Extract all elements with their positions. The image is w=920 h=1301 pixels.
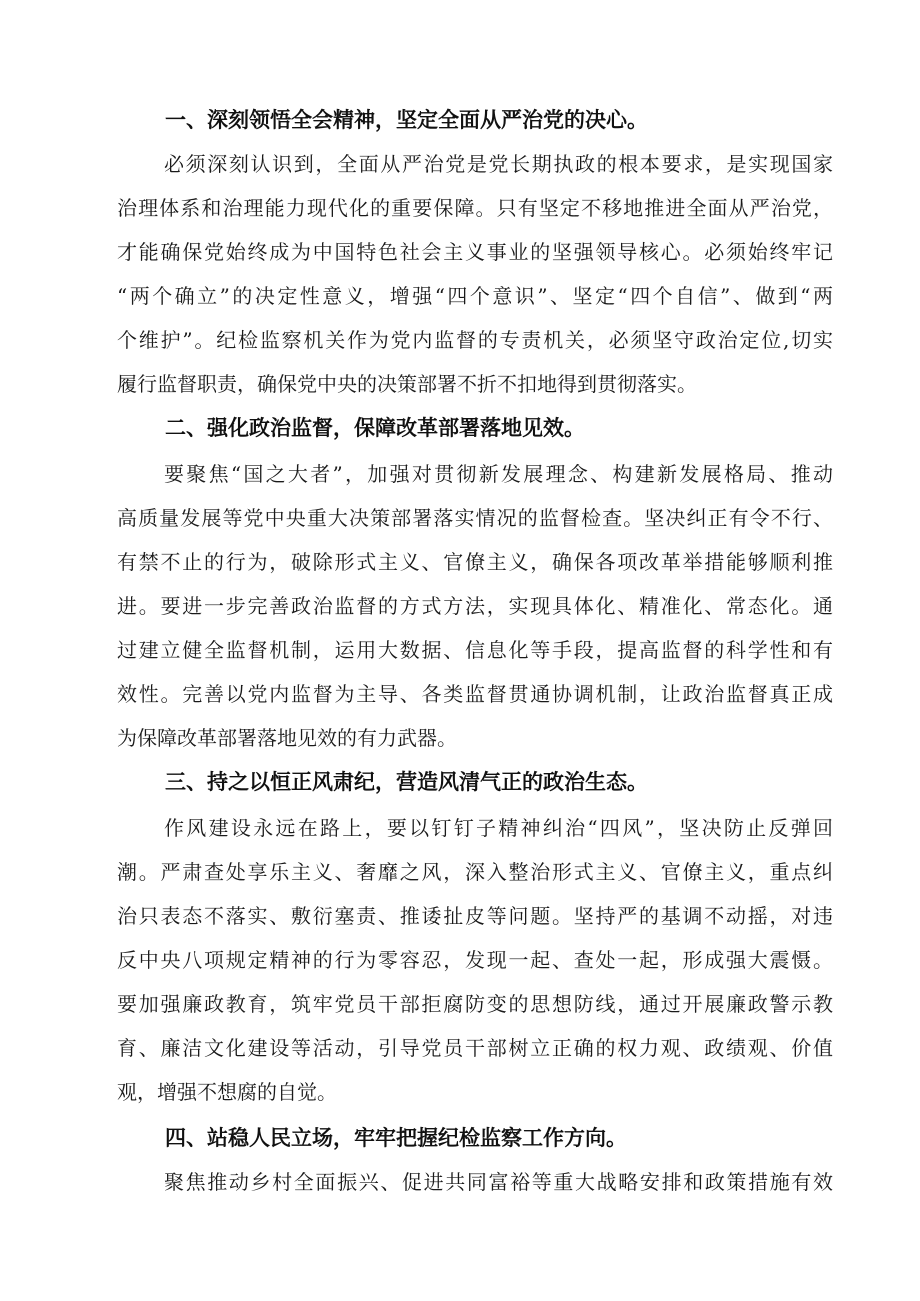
section-3-line-3: 治只表态不落实、敷衍塞责、推诿扯皮等问题。坚持严的基调不动摇，对违	[117, 904, 833, 928]
section-2-line-4: 进。要进一步完善政治监督的方式方法，实现具体化、精准化、常态化。通	[117, 594, 833, 618]
section-1-line-6: 履行监督职责，确保党中央的决策部署不折不扣地得到贯彻落实。	[117, 372, 697, 396]
section-2-line-2: 高质量发展等党中央重大决策部署落实情况的监督检查。坚决纠正有令不行、	[117, 506, 833, 530]
section-3-line-2: 潮。严肃查处享乐主义、奢靡之风，深入整治形式主义、官僚主义，重点纠	[117, 860, 833, 884]
section-2-line-3: 有禁不止的行为，破除形式主义、官僚主义，确保各项改革举措能够顺利推	[117, 550, 833, 574]
section-1-line-1: 必须深刻认识到，全面从严治党是党长期执政的根本要求，是实现国家	[164, 152, 833, 176]
section-2-line-6: 效性。完善以党内监督为主导、各类监督贯通协调机制，让政治监督真正成	[117, 682, 833, 706]
section-1-line-3: 才能确保党始终成为中国特色社会主义事业的坚强领导核心。必须始终牢记	[117, 240, 833, 264]
section-3-line-6: 育、廉洁文化建设等活动，引导党员干部树立正确的权力观、政绩观、价值	[117, 1036, 833, 1060]
section-2-heading: 二、强化政治监督，保障改革部署落地见效。	[165, 416, 585, 440]
section-2-line-1: 要聚焦“国之大者”，加强对贯彻新发展理念、构建新发展格局、推动	[164, 462, 833, 486]
section-1-line-5: 个维护”。纪检监察机关作为党内监督的专责机关，必须坚守政治定位,切实	[117, 328, 833, 352]
section-1-line-4: “两个确立”的决定性意义，增强“四个意识”、坚定“四个自信”、做到“两	[117, 284, 833, 308]
section-3-line-1: 作风建设永远在路上，要以钉钉子精神纠治“四风”，坚决防止反弹回	[164, 816, 833, 840]
section-4-heading: 四、站稳人民立场，牢牢把握纪检监察工作方向。	[165, 1126, 627, 1150]
section-4-line-1: 聚焦推动乡村全面振兴、促进共同富裕等重大战略安排和政策措施有效	[164, 1170, 833, 1194]
section-1-line-2: 治理体系和治理能力现代化的重要保障。只有坚定不移地推进全面从严治党，	[117, 196, 833, 220]
section-2-line-5: 过建立健全监督机制，运用大数据、信息化等手段，提高监督的科学性和有	[117, 638, 833, 662]
section-2-line-7: 为保障改革部署落地见效的有力武器。	[117, 726, 457, 750]
section-3-heading: 三、持之以恒正风肃纪，营造风清气正的政治生态。	[165, 770, 648, 794]
section-3-line-4: 反中央八项规定精神的行为零容忍，发现一起、查处一起，形成强大震慑。	[117, 948, 833, 972]
section-1-heading: 一、深刻领悟全会精神，坚定全面从严治党的决心。	[165, 108, 648, 132]
section-3-line-5: 要加强廉政教育，筑牢党员干部拒腐防变的思想防线，通过开展廉政警示教	[117, 992, 833, 1016]
section-3-line-7: 观，增强不想腐的自觉。	[117, 1080, 337, 1104]
